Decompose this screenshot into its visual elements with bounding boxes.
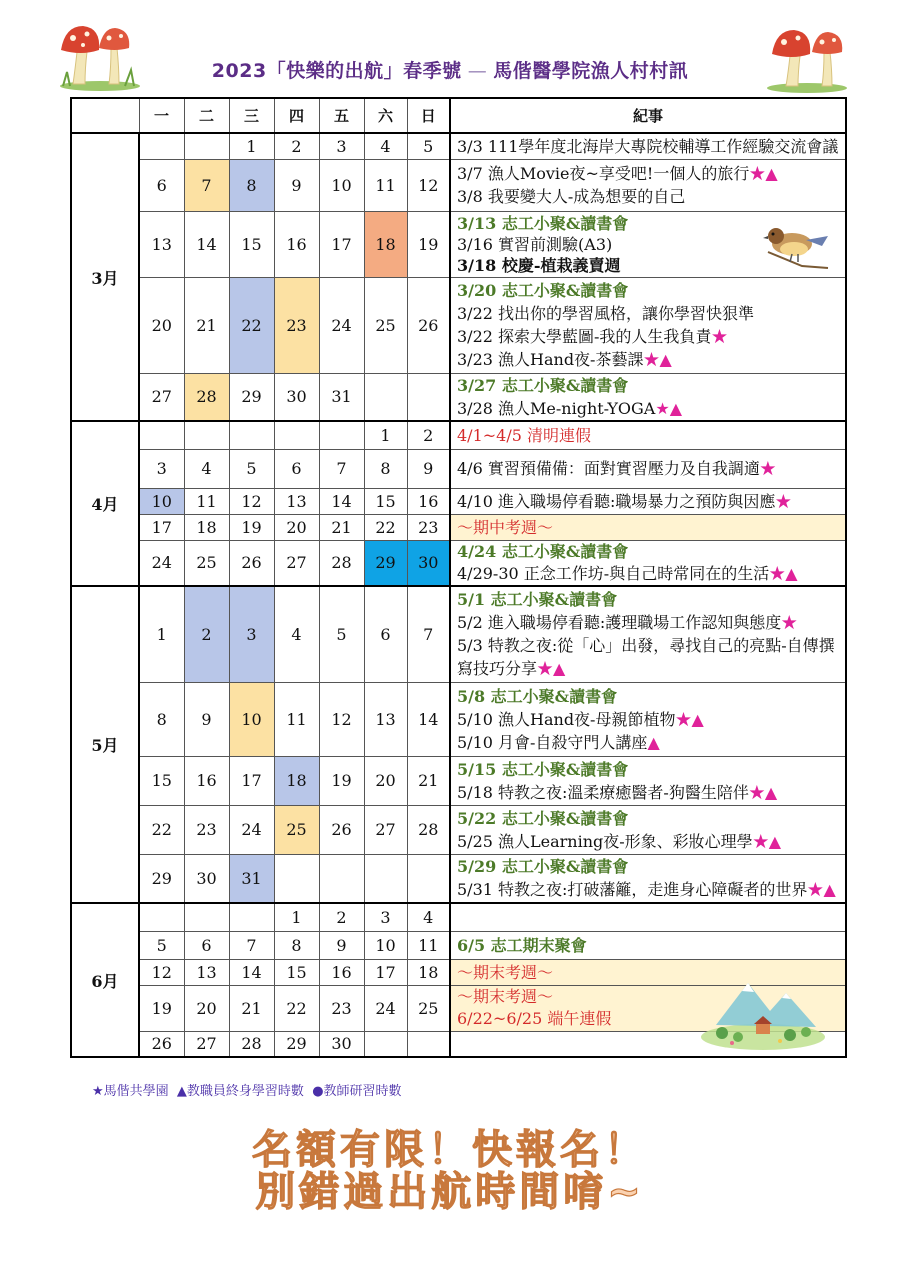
triangle-mark-icon: ▲ xyxy=(553,659,566,679)
day-cell: 6 xyxy=(274,449,319,488)
day-cell: 18 xyxy=(184,514,229,540)
events-cell xyxy=(450,159,846,211)
event-text: 4/10 進入職場停看聽:職場暴力之預防與因應 xyxy=(457,491,776,511)
day-cell: 16 xyxy=(319,959,364,985)
week-row xyxy=(71,805,846,854)
star-mark-icon: ★ xyxy=(655,398,670,418)
day-cell: 25 xyxy=(274,805,319,854)
day-cell: 13 xyxy=(274,488,319,514)
slogan-line1: 名額有限！快報名！ xyxy=(252,1127,648,1173)
day-cell: 30 xyxy=(274,373,319,421)
day-cell xyxy=(184,133,229,159)
day-cell: 15 xyxy=(364,488,407,514)
day-cell xyxy=(229,903,274,931)
day-cell: 23 xyxy=(407,514,450,540)
event-text: 3/3 111學年度北海岸大專院校輔導工作經驗交流會議 xyxy=(457,136,839,156)
event-line xyxy=(457,397,839,420)
events-cell xyxy=(450,421,846,449)
day-cell xyxy=(319,421,364,449)
day-cell: 7 xyxy=(407,586,450,682)
week-row xyxy=(71,540,846,586)
day-cell: 20 xyxy=(184,985,229,1031)
day-cell: 22 xyxy=(229,277,274,373)
day-cell: 14 xyxy=(184,211,229,277)
day-cell: 18 xyxy=(274,756,319,805)
star-mark-icon: ★ xyxy=(643,350,660,369)
event-text: 4/1~4/5 清明連假 xyxy=(457,425,591,445)
event-line xyxy=(457,781,839,804)
day-cell xyxy=(274,421,319,449)
day-cell: 9 xyxy=(274,159,319,211)
week-row xyxy=(71,211,846,277)
weekday-header: 一 xyxy=(139,98,184,133)
weekday-header: 六 xyxy=(364,98,407,133)
mushroom-right-icon xyxy=(762,18,852,94)
event-text: 3/28 漁人Me-night-YOGA xyxy=(457,398,656,418)
day-cell: 24 xyxy=(319,277,364,373)
day-cell: 2 xyxy=(407,421,450,449)
day-cell: 9 xyxy=(319,931,364,959)
day-cell xyxy=(319,854,364,903)
event-text: 3/18 校慶-植栽義賣週 xyxy=(457,255,621,275)
day-cell: 24 xyxy=(364,985,407,1031)
star-mark-icon: ★ xyxy=(748,782,765,802)
day-cell: 10 xyxy=(319,159,364,211)
day-cell: 31 xyxy=(229,854,274,903)
events-cell xyxy=(450,449,846,488)
event-text: ～期末考週～ xyxy=(457,962,554,982)
day-cell: 17 xyxy=(139,514,184,540)
day-cell: 21 xyxy=(229,985,274,1031)
day-cell: 12 xyxy=(407,159,450,211)
events-cell xyxy=(450,931,846,959)
day-cell: 1 xyxy=(274,903,319,931)
event-line xyxy=(457,634,839,680)
weekday-header: 五 xyxy=(319,98,364,133)
week-row xyxy=(71,514,846,540)
star-mark-icon: ★ xyxy=(537,659,554,679)
day-cell: 22 xyxy=(274,985,319,1031)
title-dash: — xyxy=(467,60,488,82)
day-cell xyxy=(139,421,184,449)
day-cell: 22 xyxy=(139,805,184,854)
day-cell xyxy=(407,854,450,903)
day-cell: 17 xyxy=(364,959,407,985)
event-text: 3/22 探索大學藍圖-我的人生我負責 xyxy=(457,327,712,346)
day-cell: 13 xyxy=(139,211,184,277)
event-line xyxy=(457,424,839,447)
events-cell xyxy=(450,373,846,421)
day-cell: 3 xyxy=(364,903,407,931)
event-text: 6/5 志工期末聚會 xyxy=(457,935,587,955)
week-row xyxy=(71,586,846,682)
week-row xyxy=(71,373,846,421)
event-text: 5/10 漁人Hand夜-母親節植物 xyxy=(457,709,676,729)
day-cell: 4 xyxy=(184,449,229,488)
event-line xyxy=(457,685,839,708)
day-cell: 26 xyxy=(407,277,450,373)
events-cell xyxy=(450,756,846,805)
week-row xyxy=(71,931,846,959)
day-cell: 6 xyxy=(364,586,407,682)
day-cell: 28 xyxy=(319,540,364,586)
day-cell: 27 xyxy=(364,805,407,854)
month-label: 6月 xyxy=(71,903,139,1057)
day-cell: 10 xyxy=(229,682,274,756)
event-line xyxy=(457,758,839,781)
star-mark-icon: ★ xyxy=(775,491,792,511)
star-mark-icon: ★ xyxy=(769,563,786,583)
week-row xyxy=(71,159,846,211)
event-text: 5/10 月會-自殺守門人講座 xyxy=(457,732,648,752)
day-cell: 20 xyxy=(364,756,407,805)
day-cell: 22 xyxy=(364,514,407,540)
week-row xyxy=(71,756,846,805)
day-cell: 27 xyxy=(139,373,184,421)
event-line xyxy=(457,878,839,901)
event-line xyxy=(457,830,839,853)
day-cell: 31 xyxy=(319,373,364,421)
event-text: 5/3 特教之夜:從「心」出發，尋找自己的亮點-自傳撰寫技巧分享 xyxy=(457,636,835,679)
event-text: 5/25 漁人Learning夜-形象、彩妝心理學 xyxy=(457,831,753,851)
day-cell: 28 xyxy=(229,1031,274,1057)
day-cell: 12 xyxy=(319,682,364,756)
event-text: 3/20 志工小聚&讀書會 xyxy=(457,281,629,300)
page-title xyxy=(150,56,750,83)
slogan-line2: 別錯過出航時間唷~ xyxy=(255,1169,645,1215)
day-cell: 12 xyxy=(139,959,184,985)
event-text: 4/6 實習預備備：面對實習壓力及自我調適 xyxy=(457,459,760,478)
day-cell: 28 xyxy=(407,805,450,854)
day-cell xyxy=(229,421,274,449)
day-cell: 8 xyxy=(364,449,407,488)
day-cell xyxy=(407,373,450,421)
day-cell: 4 xyxy=(407,903,450,931)
events-cell xyxy=(450,682,846,756)
day-cell: 30 xyxy=(319,1031,364,1057)
day-cell: 29 xyxy=(364,540,407,586)
week-row xyxy=(71,488,846,514)
day-cell: 4 xyxy=(364,133,407,159)
day-cell: 7 xyxy=(319,449,364,488)
day-cell: 19 xyxy=(229,514,274,540)
day-cell: 8 xyxy=(139,682,184,756)
triangle-mark-icon: ▲ xyxy=(691,709,704,729)
day-cell: 19 xyxy=(139,985,184,1031)
event-text: 5/15 志工小聚&讀書會 xyxy=(457,759,629,779)
day-cell: 11 xyxy=(407,931,450,959)
day-cell: 16 xyxy=(274,211,319,277)
day-cell: 1 xyxy=(229,133,274,159)
day-cell: 3 xyxy=(229,586,274,682)
day-cell: 29 xyxy=(274,1031,319,1057)
day-cell: 25 xyxy=(184,540,229,586)
triangle-mark-icon: ▲ xyxy=(768,831,782,851)
events-cell xyxy=(450,277,846,373)
event-text: ～期中考週～ xyxy=(457,517,554,537)
event-line xyxy=(457,185,839,208)
events-cell xyxy=(450,514,846,540)
day-cell: 17 xyxy=(319,211,364,277)
triangle-mark-icon: ▲ xyxy=(647,732,660,752)
day-cell: 2 xyxy=(184,586,229,682)
day-cell xyxy=(274,854,319,903)
event-text: 5/1 志工小聚&讀書會 xyxy=(457,590,618,610)
day-cell xyxy=(364,1031,407,1057)
event-line xyxy=(457,135,839,158)
day-cell: 29 xyxy=(229,373,274,421)
legend-star: ★馬偕共學園 xyxy=(92,1084,169,1099)
triangle-mark-icon: ▲ xyxy=(764,782,778,802)
day-cell: 2 xyxy=(274,133,319,159)
event-line xyxy=(457,563,839,585)
event-text: 3/27 志工小聚&讀書會 xyxy=(457,375,629,395)
day-cell: 21 xyxy=(407,756,450,805)
day-cell: 11 xyxy=(184,488,229,514)
day-cell: 12 xyxy=(229,488,274,514)
event-text: 3/22 找出你的學習風格，讓你學習快狠準 xyxy=(457,304,755,323)
day-cell: 20 xyxy=(139,277,184,373)
star-mark-icon: ★ xyxy=(752,831,769,851)
weekday-header: 二 xyxy=(184,98,229,133)
star-mark-icon: ★ xyxy=(711,327,728,346)
day-cell: 1 xyxy=(364,421,407,449)
day-cell: 6 xyxy=(139,159,184,211)
event-text: 4/29-30 正念工作坊-與自己時常同在的生活 xyxy=(457,563,770,583)
triangle-mark-icon: ▲ xyxy=(659,350,672,369)
events-cell xyxy=(450,488,846,514)
triangle-mark-icon: ▲ xyxy=(669,398,682,418)
event-text: 5/29 志工小聚&讀書會 xyxy=(457,857,629,877)
day-cell: 14 xyxy=(319,488,364,514)
event-text: 5/18 特教之夜:溫柔療癒醫者-狗醫生陪伴 xyxy=(457,782,749,802)
day-cell: 30 xyxy=(184,854,229,903)
day-cell: 13 xyxy=(184,959,229,985)
week-row xyxy=(71,903,846,931)
event-text: 4/24 志工小聚&讀書會 xyxy=(457,541,629,561)
event-text: 5/8 志工小聚&讀書會 xyxy=(457,686,618,706)
day-cell: 26 xyxy=(229,540,274,586)
event-line xyxy=(457,490,839,513)
event-line xyxy=(457,541,839,563)
event-text: 3/13 志工小聚&讀書會 xyxy=(457,213,629,233)
event-line xyxy=(457,279,839,302)
event-text: 3/23 漁人Hand夜-茶藝課 xyxy=(457,350,644,369)
month-label: 5月 xyxy=(71,586,139,903)
event-line xyxy=(457,374,839,397)
day-cell: 10 xyxy=(139,488,184,514)
month-label: 4月 xyxy=(71,421,139,586)
day-cell: 24 xyxy=(229,805,274,854)
day-cell: 2 xyxy=(319,903,364,931)
day-cell xyxy=(139,903,184,931)
day-cell: 19 xyxy=(407,211,450,277)
event-line xyxy=(457,855,839,878)
corner-cell xyxy=(71,98,139,133)
day-cell: 5 xyxy=(229,449,274,488)
week-row xyxy=(71,277,846,373)
day-cell: 7 xyxy=(184,159,229,211)
events-cell xyxy=(450,540,846,586)
week-row xyxy=(71,449,846,488)
week-row xyxy=(71,682,846,756)
triangle-mark-icon: ▲ xyxy=(823,880,836,900)
event-line xyxy=(457,302,839,325)
event-text: 5/2 進入職場停看聽:護理職場工作認知與態度 xyxy=(457,613,782,633)
title-main: 2023「快樂的出航」春季號 xyxy=(211,60,462,82)
day-cell: 28 xyxy=(184,373,229,421)
day-cell: 26 xyxy=(319,805,364,854)
event-line xyxy=(457,934,839,957)
weekday-header: 四 xyxy=(274,98,319,133)
event-line xyxy=(457,588,839,611)
day-cell xyxy=(407,1031,450,1057)
day-cell: 18 xyxy=(364,211,407,277)
day-cell: 8 xyxy=(229,159,274,211)
day-cell: 27 xyxy=(184,1031,229,1057)
day-cell: 23 xyxy=(184,805,229,854)
events-cell xyxy=(450,903,846,931)
day-cell: 24 xyxy=(139,540,184,586)
events-cell xyxy=(450,586,846,682)
day-cell: 11 xyxy=(364,159,407,211)
title-sub: 馬偕醫學院漁人村村訊 xyxy=(493,60,689,82)
week-row xyxy=(71,854,846,903)
landscape-icon xyxy=(698,975,828,1050)
day-cell: 10 xyxy=(364,931,407,959)
day-cell: 21 xyxy=(184,277,229,373)
triangle-mark-icon: ▲ xyxy=(785,563,798,583)
day-cell xyxy=(364,373,407,421)
day-cell: 9 xyxy=(407,449,450,488)
star-mark-icon: ★ xyxy=(675,709,692,729)
day-cell: 14 xyxy=(407,682,450,756)
day-cell: 17 xyxy=(229,756,274,805)
day-cell: 16 xyxy=(184,756,229,805)
star-mark-icon: ★ xyxy=(807,880,824,900)
day-cell: 18 xyxy=(407,959,450,985)
day-cell: 3 xyxy=(319,133,364,159)
day-cell xyxy=(139,133,184,159)
legend xyxy=(92,1080,402,1099)
star-mark-icon: ★ xyxy=(749,164,766,183)
day-cell: 5 xyxy=(319,586,364,682)
day-cell xyxy=(184,421,229,449)
week-row xyxy=(71,421,846,449)
event-line xyxy=(457,708,839,731)
day-cell: 5 xyxy=(407,133,450,159)
day-cell: 14 xyxy=(229,959,274,985)
legend-triangle: ▲教職員終身學習時數 xyxy=(176,1084,304,1099)
day-cell: 27 xyxy=(274,540,319,586)
month-label: 3月 xyxy=(71,133,139,421)
day-cell: 9 xyxy=(184,682,229,756)
day-cell: 20 xyxy=(274,514,319,540)
events-header: 紀事 xyxy=(450,98,846,133)
day-cell xyxy=(184,903,229,931)
event-line xyxy=(457,807,839,830)
day-cell: 11 xyxy=(274,682,319,756)
day-cell: 29 xyxy=(139,854,184,903)
event-line xyxy=(457,457,839,480)
event-line xyxy=(457,731,839,754)
event-text: 3/7 漁人Movie夜~享受吧!一個人的旅行 xyxy=(457,164,750,183)
day-cell: 16 xyxy=(407,488,450,514)
event-text: 3/8 我要變大人-成為想要的自己 xyxy=(457,187,686,206)
day-cell: 8 xyxy=(274,931,319,959)
day-cell: 25 xyxy=(407,985,450,1031)
day-cell: 26 xyxy=(139,1031,184,1057)
day-cell: 1 xyxy=(139,586,184,682)
events-cell xyxy=(450,805,846,854)
day-cell: 15 xyxy=(139,756,184,805)
day-cell: 25 xyxy=(364,277,407,373)
week-row xyxy=(71,133,846,159)
star-mark-icon: ★ xyxy=(759,459,776,478)
day-cell: 6 xyxy=(184,931,229,959)
legend-circle: ●教師研習時數 xyxy=(312,1084,402,1099)
day-cell: 23 xyxy=(319,985,364,1031)
events-cell xyxy=(450,854,846,903)
event-line xyxy=(457,611,839,634)
triangle-mark-icon: ▲ xyxy=(765,164,778,183)
day-cell: 7 xyxy=(229,931,274,959)
weekday-header: 三 xyxy=(229,98,274,133)
mushroom-left-icon xyxy=(55,12,145,92)
day-cell: 5 xyxy=(139,931,184,959)
day-cell: 15 xyxy=(229,211,274,277)
day-cell: 15 xyxy=(274,959,319,985)
day-cell: 21 xyxy=(319,514,364,540)
day-cell: 3 xyxy=(139,449,184,488)
event-text: 6/22~6/25 端午連假 xyxy=(457,1009,612,1028)
event-line xyxy=(457,348,839,371)
day-cell: 4 xyxy=(274,586,319,682)
day-cell: 13 xyxy=(364,682,407,756)
day-cell: 23 xyxy=(274,277,319,373)
day-cell: 30 xyxy=(407,540,450,586)
event-text: 5/31 特教之夜:打破藩籬，走進身心障礙者的世界 xyxy=(457,880,808,900)
day-cell xyxy=(364,854,407,903)
events-cell xyxy=(450,133,846,159)
bird-icon xyxy=(762,222,834,274)
activity-calendar xyxy=(70,97,847,1058)
event-text: 5/22 志工小聚&讀書會 xyxy=(457,808,629,828)
weekday-header: 日 xyxy=(407,98,450,133)
event-line xyxy=(457,162,839,185)
star-mark-icon: ★ xyxy=(781,613,798,633)
event-text: 3/16 實習前測驗(A3) xyxy=(457,234,613,254)
event-text: ～期末考週～ xyxy=(457,987,554,1006)
day-cell: 19 xyxy=(319,756,364,805)
event-line xyxy=(457,325,839,348)
event-line xyxy=(457,516,839,539)
